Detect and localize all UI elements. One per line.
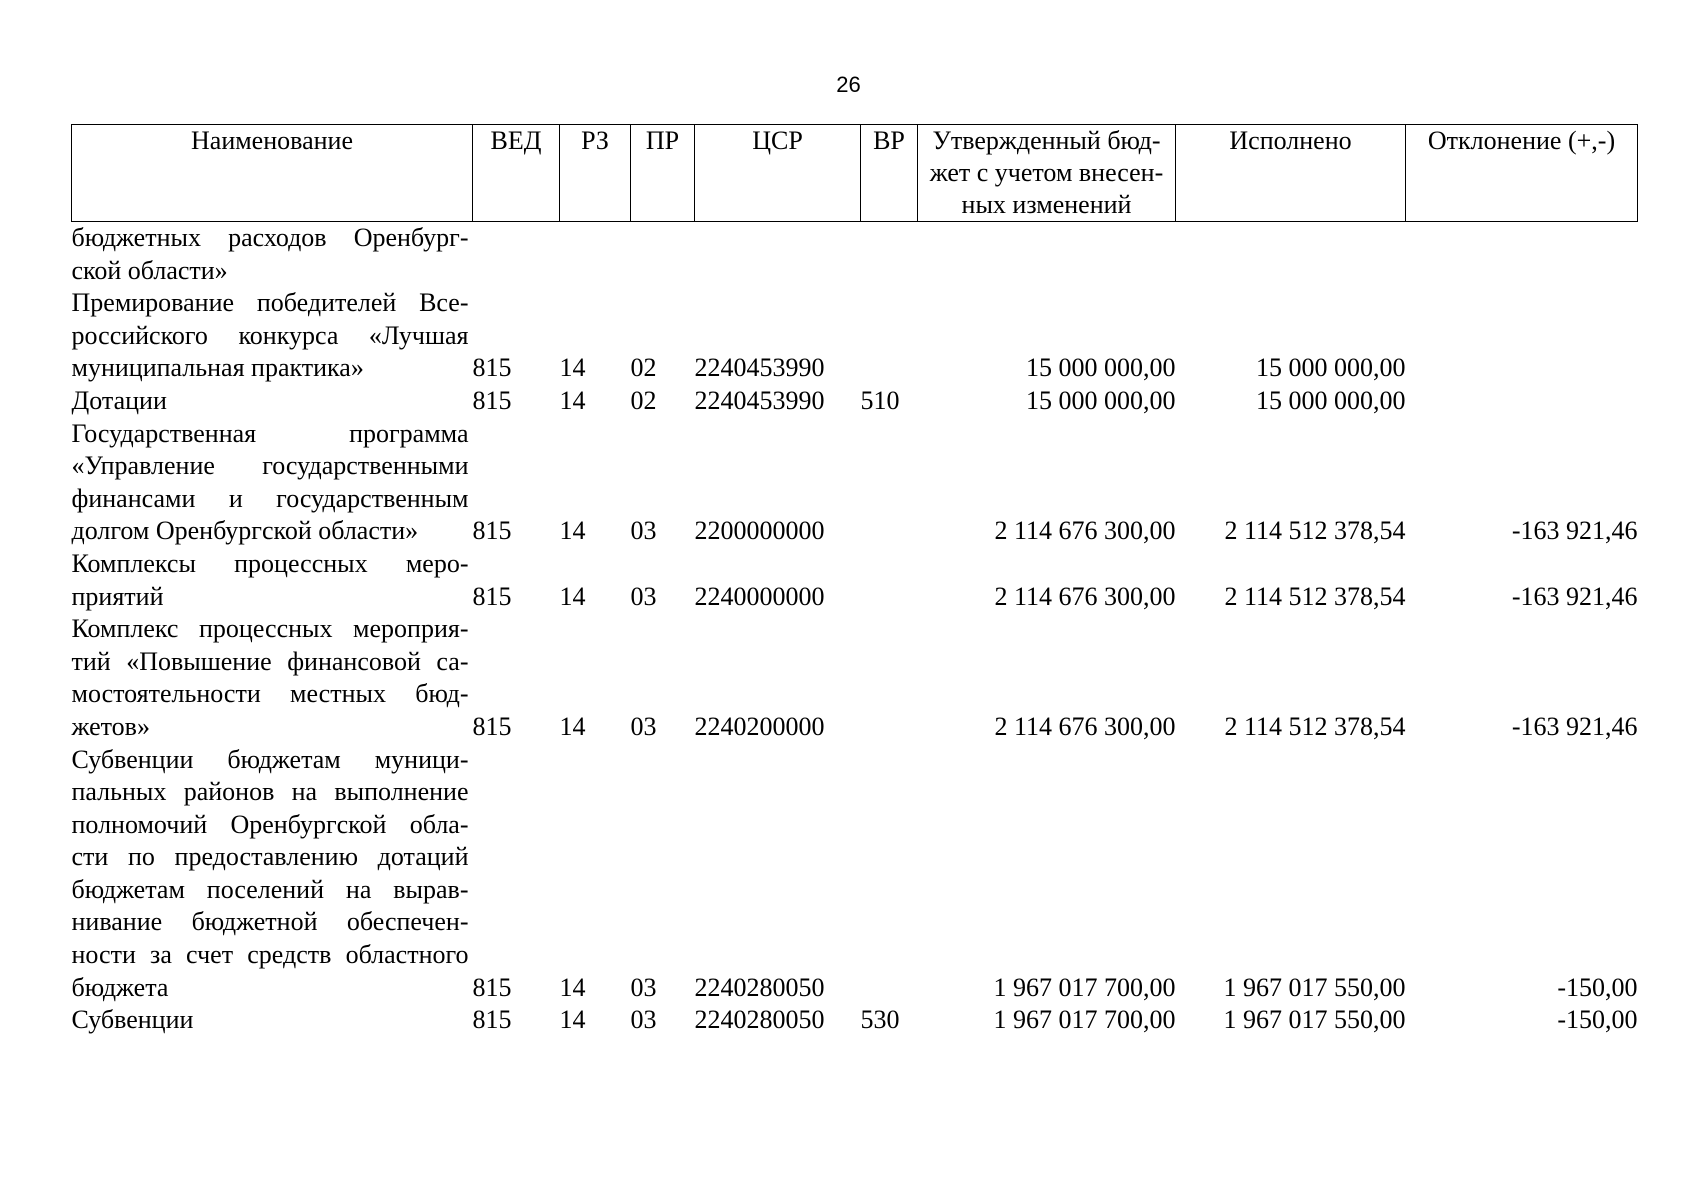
row-pr: 03: [630, 1005, 657, 1035]
row-deviation: [1406, 287, 1638, 385]
row-executed: 2 114 512 378,54: [1224, 711, 1406, 741]
row-budget: 2 114 676 300,00: [994, 711, 1176, 741]
row-vr: [861, 613, 918, 743]
row-csr: 2240453990: [694, 353, 825, 383]
row-pr: [631, 222, 695, 288]
column-header-ved: ВЕД: [473, 125, 560, 222]
row-name: Субвенции: [71, 1005, 194, 1035]
row-csr: 2200000000: [694, 516, 825, 546]
row-rz: [560, 222, 631, 288]
row-vr: [861, 222, 918, 288]
row-pr: 02: [630, 385, 657, 415]
row-vr: 530: [860, 1005, 900, 1035]
row-pr: 03: [630, 711, 657, 741]
row-deviation: -163 921,46: [1511, 581, 1638, 611]
row-ved: [473, 222, 560, 288]
row-csr: 2240200000: [694, 711, 825, 741]
row-rz: 14: [559, 385, 586, 415]
row-ved: 815: [472, 581, 512, 611]
page-number: 26: [836, 72, 861, 97]
row-name: Премирование победителей Все-российского конкурса «Лучшая муниципальная практика»: [71, 288, 469, 383]
row-budget: 2 114 676 300,00: [994, 581, 1176, 611]
row-budget: 15 000 000,00: [1026, 353, 1176, 383]
row-rz: 14: [559, 972, 586, 1002]
table-row: [72, 418, 1638, 548]
row-executed: [1176, 222, 1406, 288]
row-deviation: -150,00: [1557, 1005, 1638, 1035]
row-vr: 510: [860, 385, 900, 415]
column-header-csr: ЦСР: [695, 125, 861, 222]
column-header-vr: ВР: [861, 125, 918, 222]
row-ved: 815: [472, 972, 512, 1002]
row-vr: [861, 744, 918, 1005]
row-csr: 2240000000: [694, 581, 825, 611]
row-pr: 03: [630, 581, 657, 611]
table-row: [72, 385, 1638, 418]
row-name: Комплекс процессных мероприя-тий «Повышение финансовой са-мостоятельности местных бюд-жетов»: [71, 614, 469, 741]
row-ved: 815: [472, 385, 512, 415]
row-executed: 15 000 000,00: [1256, 353, 1406, 383]
column-header-rz: РЗ: [560, 125, 631, 222]
row-rz: 14: [559, 1005, 586, 1035]
row-vr: [861, 418, 918, 548]
row-executed: 2 114 512 378,54: [1224, 516, 1406, 546]
row-rz: 14: [559, 353, 586, 383]
budget-execution-table: [71, 124, 1638, 1037]
row-budget: [918, 222, 1176, 288]
row-name: бюджетных расходов Оренбург-ской области»: [71, 223, 469, 285]
table-row: [72, 1004, 1638, 1037]
row-vr: [861, 548, 918, 613]
row-deviation: -163 921,46: [1511, 711, 1638, 741]
row-rz: 14: [559, 516, 586, 546]
column-header-name: Наименование: [72, 125, 473, 222]
row-budget: 1 967 017 700,00: [993, 1005, 1176, 1035]
row-pr: 03: [630, 972, 657, 1002]
row-vr: [861, 287, 918, 385]
row-csr: [695, 222, 861, 288]
row-ved: 815: [472, 711, 512, 741]
table-row: [72, 548, 1638, 613]
row-executed: 1 967 017 550,00: [1223, 972, 1406, 1002]
row-ved: 815: [472, 1005, 512, 1035]
row-name: Государственная программа «Управление государственными финансами и государственным долгом Оренбургской области»: [71, 418, 469, 546]
column-header-pr: ПР: [631, 125, 695, 222]
column-header-budget: Утвержденный бюд-жет с учетом внесен-ных изменений: [918, 125, 1176, 222]
row-deviation: [1406, 222, 1638, 288]
row-executed: 15 000 000,00: [1256, 385, 1406, 415]
row-csr: 2240280050: [694, 1005, 825, 1035]
row-name: Субвенции бюджетам муници-пальных районов на выполнение полномочий Оренбургской обла-сти по предоставлению дотаций бюджетам поселений на вырав-нивание бюджетной обеспечен-ности за счет средств областного бюджета: [71, 744, 469, 1002]
row-deviation: -150,00: [1557, 972, 1638, 1002]
row-csr: 2240280050: [694, 972, 825, 1002]
row-name: Дотации: [71, 385, 167, 415]
column-header-executed: Исполнено: [1176, 125, 1406, 222]
column-header-deviation: Отклонение (+,-): [1406, 125, 1638, 222]
row-pr: 02: [630, 353, 657, 383]
row-rz: 14: [559, 711, 586, 741]
row-deviation: [1406, 385, 1638, 418]
row-ved: 815: [472, 353, 512, 383]
row-csr: 2240453990: [694, 385, 825, 415]
row-budget: 1 967 017 700,00: [993, 972, 1176, 1002]
table-row: [72, 287, 1638, 385]
table-header-row: [72, 125, 1638, 222]
row-deviation: -163 921,46: [1511, 516, 1638, 546]
row-pr: 03: [630, 516, 657, 546]
row-rz: 14: [559, 581, 586, 611]
table-row: [72, 744, 1638, 1005]
table-row: [72, 613, 1638, 743]
row-budget: 15 000 000,00: [1026, 385, 1176, 415]
row-executed: 2 114 512 378,54: [1224, 581, 1406, 611]
row-ved: 815: [472, 516, 512, 546]
row-executed: 1 967 017 550,00: [1223, 1005, 1406, 1035]
row-budget: 2 114 676 300,00: [994, 516, 1176, 546]
table-row: [72, 222, 1638, 288]
row-name: Комплексы процессных меро-приятий: [71, 548, 469, 611]
